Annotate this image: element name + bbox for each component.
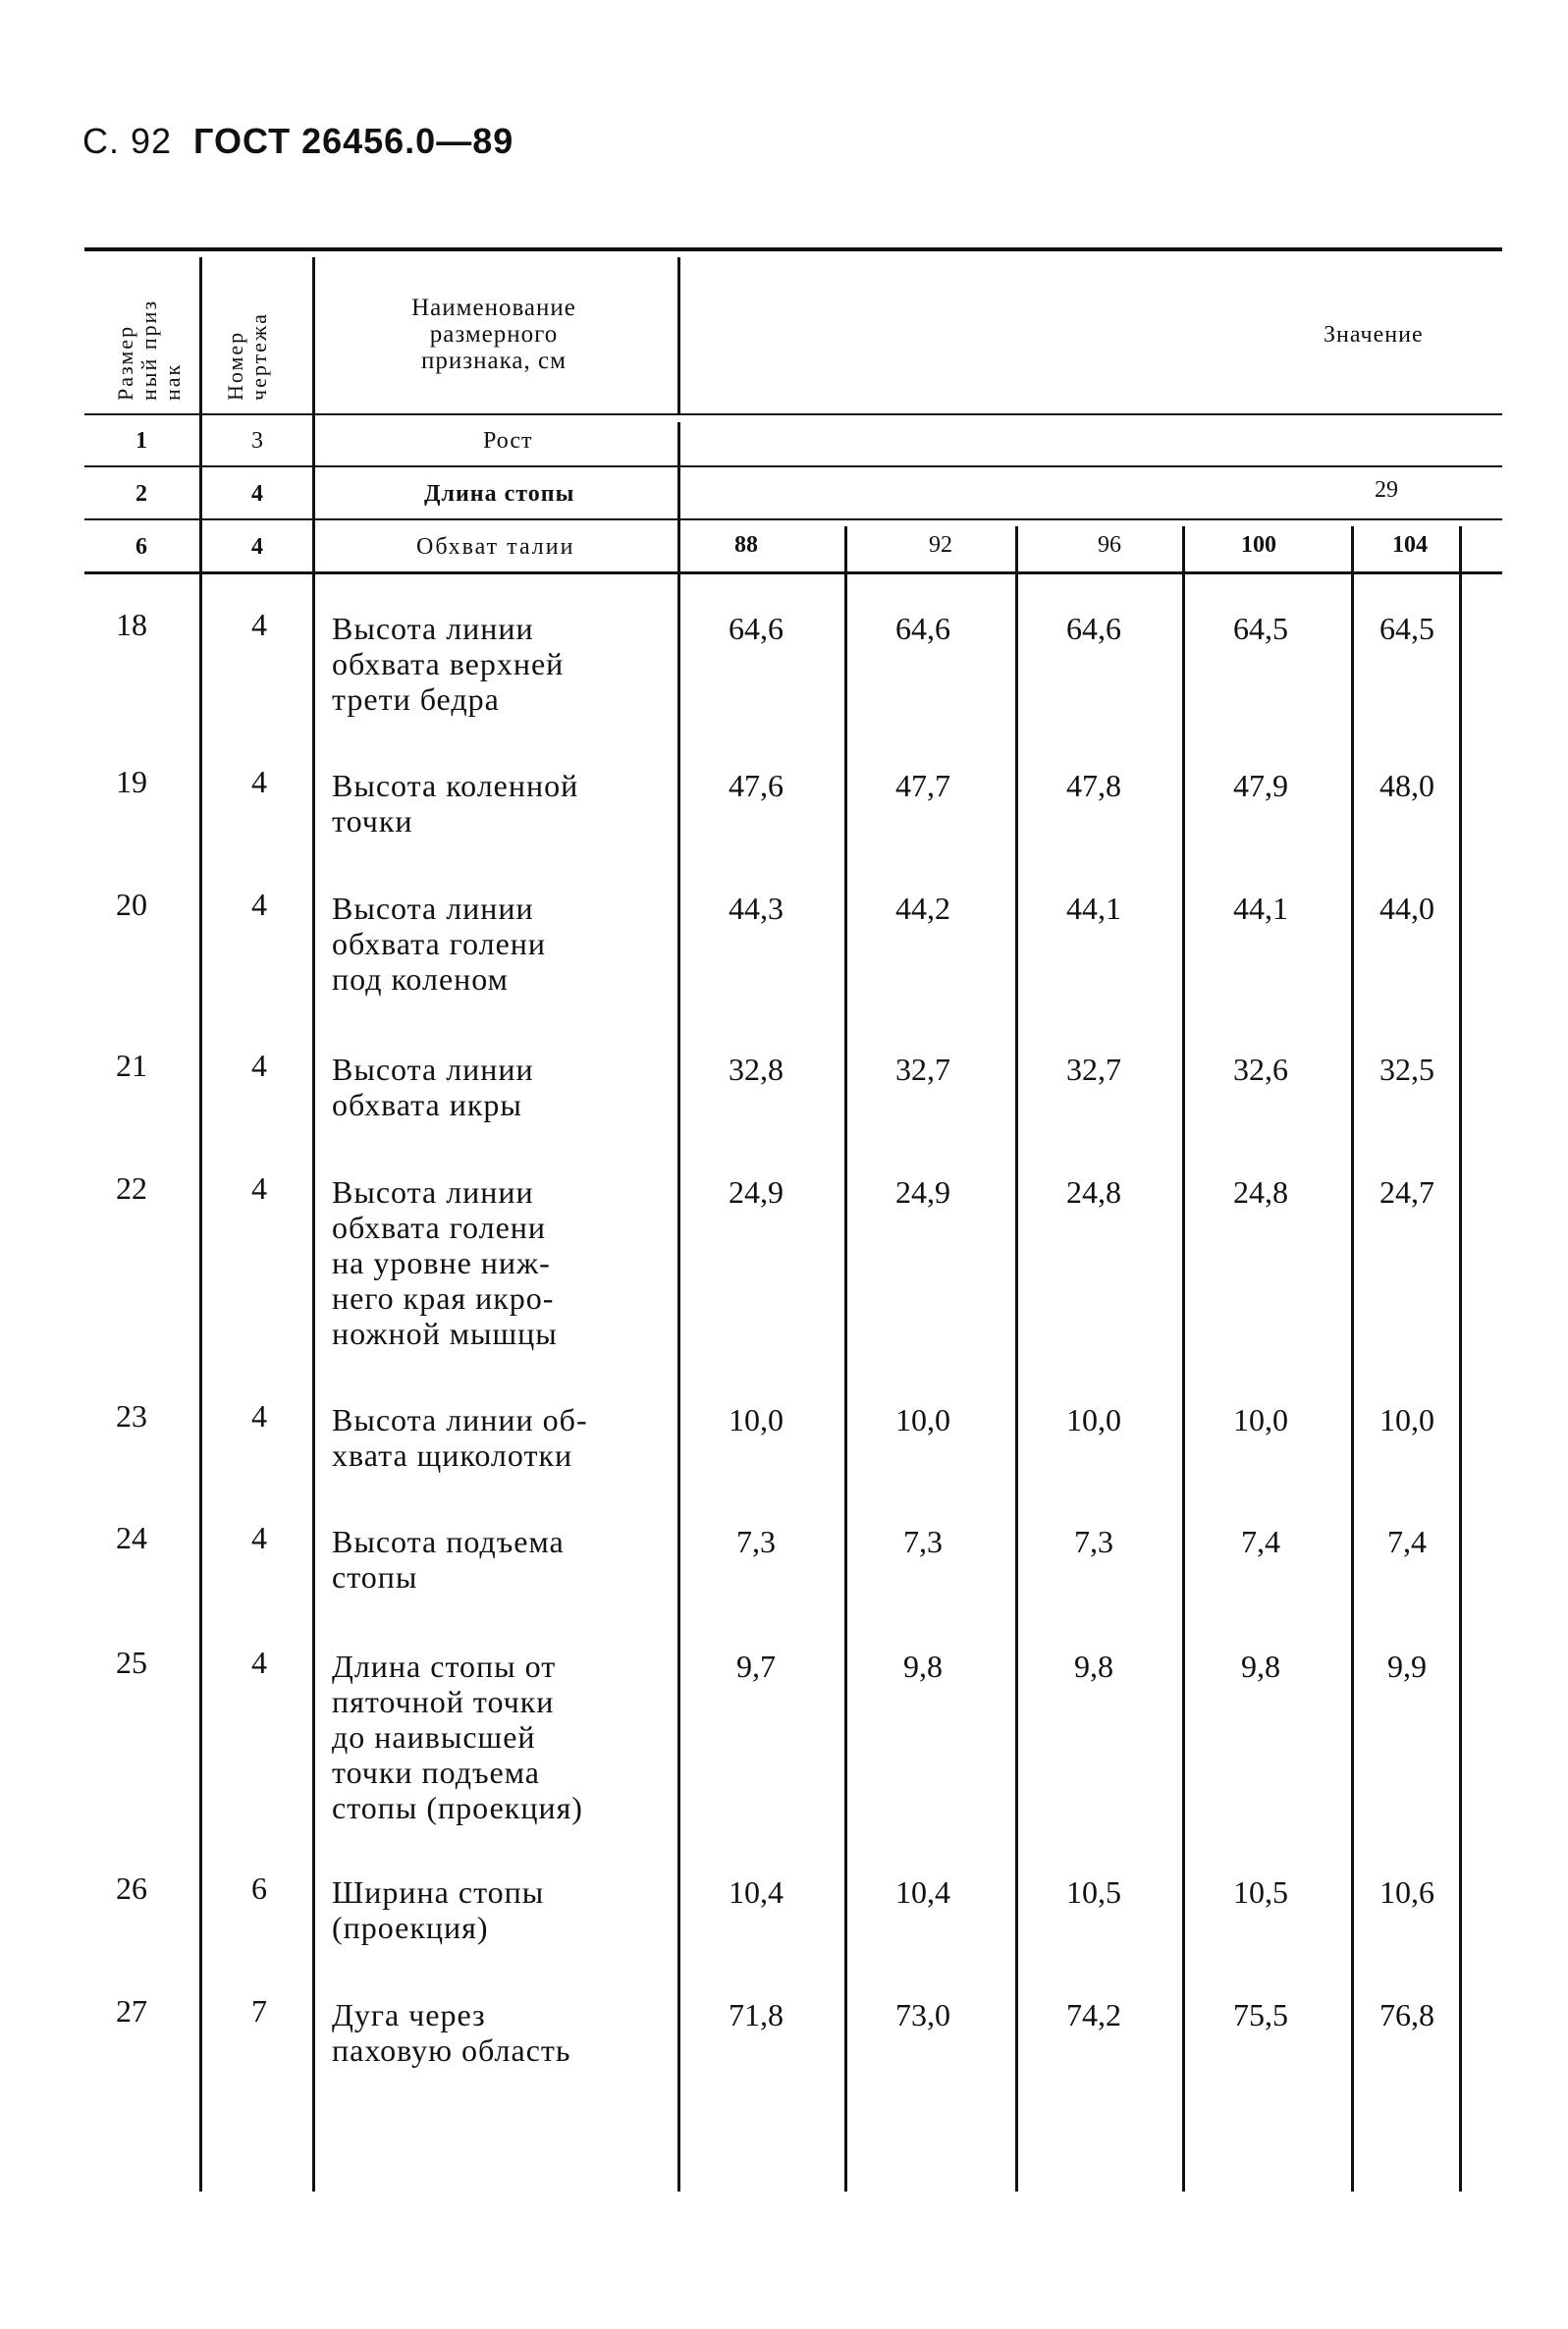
row-value: 24,9 bbox=[895, 1174, 950, 1210]
sub-row-2-name: Длина стопы bbox=[424, 481, 575, 507]
vrule-3 bbox=[677, 257, 680, 414]
row-value: 10,0 bbox=[729, 1402, 784, 1437]
row-drawing-number: 4 bbox=[251, 1048, 267, 1083]
row-value: 10,4 bbox=[895, 1874, 950, 1910]
row-value: 64,6 bbox=[895, 611, 950, 646]
waist-88: 88 bbox=[734, 532, 758, 558]
feature-name-line: пяточной точки bbox=[332, 1684, 555, 1719]
row-value: 9,8 bbox=[1241, 1649, 1280, 1684]
feature-name-line: точки подъема bbox=[332, 1755, 540, 1790]
feature-name-line: него края икро- bbox=[332, 1280, 555, 1316]
page-number: С. 92 bbox=[82, 121, 173, 161]
feature-name-line: под коленом bbox=[332, 961, 509, 997]
feature-name-line: ножной мышцы bbox=[332, 1316, 558, 1351]
rule-sub1 bbox=[84, 465, 1502, 467]
row-drawing-number: 4 bbox=[251, 1398, 267, 1434]
row-value: 64,6 bbox=[729, 611, 784, 646]
vrule-2 bbox=[312, 257, 315, 2192]
row-feature-name bbox=[332, 1997, 570, 2068]
row-feature-name bbox=[332, 1874, 544, 1945]
row-drawing-number: 4 bbox=[251, 764, 267, 799]
feature-name-line: стопы (проекция) bbox=[332, 1790, 583, 1825]
feature-name-line: Высота линии об- bbox=[332, 1402, 588, 1437]
rule-header-bottom bbox=[84, 413, 1502, 415]
vrule-3b bbox=[677, 422, 680, 2192]
feature-name-line: обхвата голени bbox=[332, 1210, 547, 1245]
row-value: 9,8 bbox=[903, 1649, 943, 1684]
rule-sub2 bbox=[84, 518, 1502, 520]
header-drawing-number: Номер чертежа bbox=[223, 312, 271, 401]
sub-row-2-n: 2 bbox=[135, 481, 147, 507]
vrule-4 bbox=[844, 526, 847, 2192]
row-value: 32,8 bbox=[729, 1052, 784, 1087]
feature-name-line: Высота линии bbox=[332, 1052, 534, 1087]
sub-row-2-draw: 4 bbox=[251, 481, 263, 507]
row-value: 64,6 bbox=[1066, 611, 1121, 646]
row-drawing-number: 7 bbox=[251, 1993, 267, 2029]
row-value: 7,3 bbox=[903, 1524, 943, 1559]
row-drawing-number: 4 bbox=[251, 1645, 267, 1680]
header-values: Значение bbox=[1324, 322, 1424, 348]
row-value: 47,8 bbox=[1066, 768, 1121, 803]
row-value: 9,8 bbox=[1074, 1649, 1113, 1684]
row-value: 47,6 bbox=[729, 768, 784, 803]
sub-row-1-n: 1 bbox=[135, 428, 147, 454]
feature-name-line: на уровне ниж- bbox=[332, 1245, 551, 1280]
sub-row-1-draw: 3 bbox=[251, 428, 263, 454]
row-drawing-number: 4 bbox=[251, 1520, 267, 1555]
row-value: 44,1 bbox=[1233, 891, 1288, 926]
row-value: 76,8 bbox=[1379, 1997, 1434, 2032]
vrule-5 bbox=[1015, 526, 1018, 2192]
sub-row-3-draw: 4 bbox=[251, 534, 263, 560]
feature-name-line: Высота коленной bbox=[332, 768, 579, 803]
row-value: 9,7 bbox=[736, 1649, 776, 1684]
row-value: 9,9 bbox=[1387, 1649, 1427, 1684]
row-value: 10,0 bbox=[1379, 1402, 1434, 1437]
row-number: 22 bbox=[116, 1170, 147, 1206]
row-value: 44,2 bbox=[895, 891, 950, 926]
row-feature-name bbox=[332, 1402, 588, 1473]
row-value: 24,8 bbox=[1233, 1174, 1288, 1210]
row-feature-name bbox=[332, 768, 578, 839]
row-number: 23 bbox=[116, 1398, 147, 1434]
feature-name-line: хвата щиколотки bbox=[332, 1437, 573, 1473]
feature-name-line: Высота подъема bbox=[332, 1524, 565, 1559]
row-number: 20 bbox=[116, 887, 147, 922]
feature-name-line: до наивысшей bbox=[332, 1719, 536, 1755]
header-feature-name: Наименование размерного признака, см bbox=[411, 295, 576, 374]
row-value: 10,5 bbox=[1066, 1874, 1121, 1910]
row-value: 10,6 bbox=[1379, 1874, 1434, 1910]
row-value: 64,5 bbox=[1233, 611, 1288, 646]
row-value: 7,3 bbox=[1074, 1524, 1113, 1559]
row-value: 74,2 bbox=[1066, 1997, 1121, 2032]
row-number: 18 bbox=[116, 607, 147, 642]
row-value: 44,0 bbox=[1379, 891, 1434, 926]
sub-row-2-foot-length: 29 bbox=[1375, 477, 1398, 503]
vrule-8 bbox=[1459, 526, 1462, 2192]
feature-name-line: стопы bbox=[332, 1559, 418, 1595]
row-feature-name bbox=[332, 1174, 558, 1351]
row-drawing-number: 6 bbox=[251, 1870, 267, 1906]
feature-name-line: Длина стопы от bbox=[332, 1649, 557, 1684]
row-feature-name bbox=[332, 1524, 565, 1595]
row-feature-name bbox=[332, 891, 546, 997]
row-value: 24,8 bbox=[1066, 1174, 1121, 1210]
row-value: 10,0 bbox=[895, 1402, 950, 1437]
feature-name-line: Ширина стопы bbox=[332, 1874, 545, 1910]
row-value: 24,9 bbox=[729, 1174, 784, 1210]
row-number: 27 bbox=[116, 1993, 147, 2029]
row-value: 24,7 bbox=[1379, 1174, 1434, 1210]
row-value: 7,4 bbox=[1241, 1524, 1280, 1559]
feature-name-line: (проекция) bbox=[332, 1910, 489, 1945]
feature-name-line: Высота линии bbox=[332, 891, 534, 926]
row-value: 47,9 bbox=[1233, 768, 1288, 803]
vrule-1 bbox=[199, 257, 202, 2192]
row-value: 71,8 bbox=[729, 1997, 784, 2032]
feature-name-line: Высота линии bbox=[332, 611, 534, 646]
row-feature-name bbox=[332, 1052, 534, 1122]
vrule-6 bbox=[1182, 526, 1185, 2192]
rule-top bbox=[84, 247, 1502, 251]
row-value: 64,5 bbox=[1379, 611, 1434, 646]
row-number: 19 bbox=[116, 764, 147, 799]
feature-name-line: Высота линии bbox=[332, 1174, 534, 1210]
waist-92: 92 bbox=[929, 532, 952, 558]
sub-row-3-name: Обхват талии bbox=[416, 534, 575, 560]
row-value: 32,7 bbox=[895, 1052, 950, 1087]
standard-title: ГОСТ 26456.0—89 bbox=[193, 121, 514, 161]
row-value: 10,0 bbox=[1066, 1402, 1121, 1437]
feature-name-line: точки bbox=[332, 803, 413, 839]
sub-row-1-name: Рост bbox=[483, 428, 533, 454]
feature-name-line: паховую область bbox=[332, 2032, 571, 2068]
row-value: 10,4 bbox=[729, 1874, 784, 1910]
vrule-7 bbox=[1351, 526, 1354, 2192]
row-value: 32,6 bbox=[1233, 1052, 1288, 1087]
feature-name-line: трети бедра bbox=[332, 681, 500, 717]
waist-104: 104 bbox=[1392, 532, 1428, 558]
row-drawing-number: 4 bbox=[251, 1170, 267, 1206]
row-feature-name bbox=[332, 611, 564, 717]
row-number: 21 bbox=[116, 1048, 147, 1083]
row-drawing-number: 4 bbox=[251, 887, 267, 922]
row-value: 32,7 bbox=[1066, 1052, 1121, 1087]
row-value: 75,5 bbox=[1233, 1997, 1288, 2032]
row-value: 44,3 bbox=[729, 891, 784, 926]
header-size-feature: Размер ный приз нак bbox=[113, 298, 185, 401]
row-drawing-number: 4 bbox=[251, 607, 267, 642]
waist-96: 96 bbox=[1098, 532, 1121, 558]
feature-name-line: обхвата верхней bbox=[332, 646, 565, 681]
row-value: 10,0 bbox=[1233, 1402, 1288, 1437]
row-value: 48,0 bbox=[1379, 768, 1434, 803]
feature-name-line: обхвата икры bbox=[332, 1087, 522, 1122]
row-value: 7,4 bbox=[1387, 1524, 1427, 1559]
row-number: 24 bbox=[116, 1520, 147, 1555]
rule-sub3 bbox=[84, 571, 1502, 574]
feature-name-line: обхвата голени bbox=[332, 926, 547, 961]
row-value: 10,5 bbox=[1233, 1874, 1288, 1910]
row-number: 25 bbox=[116, 1645, 147, 1680]
row-value: 32,5 bbox=[1379, 1052, 1434, 1087]
sub-row-3-n: 6 bbox=[135, 534, 147, 560]
page-header bbox=[82, 121, 514, 162]
feature-name-line: Дуга через bbox=[332, 1997, 486, 2032]
row-feature-name bbox=[332, 1649, 583, 1825]
row-number: 26 bbox=[116, 1870, 147, 1906]
waist-100: 100 bbox=[1241, 532, 1276, 558]
row-value: 7,3 bbox=[736, 1524, 776, 1559]
row-value: 47,7 bbox=[895, 768, 950, 803]
row-value: 73,0 bbox=[895, 1997, 950, 2032]
row-value: 44,1 bbox=[1066, 891, 1121, 926]
